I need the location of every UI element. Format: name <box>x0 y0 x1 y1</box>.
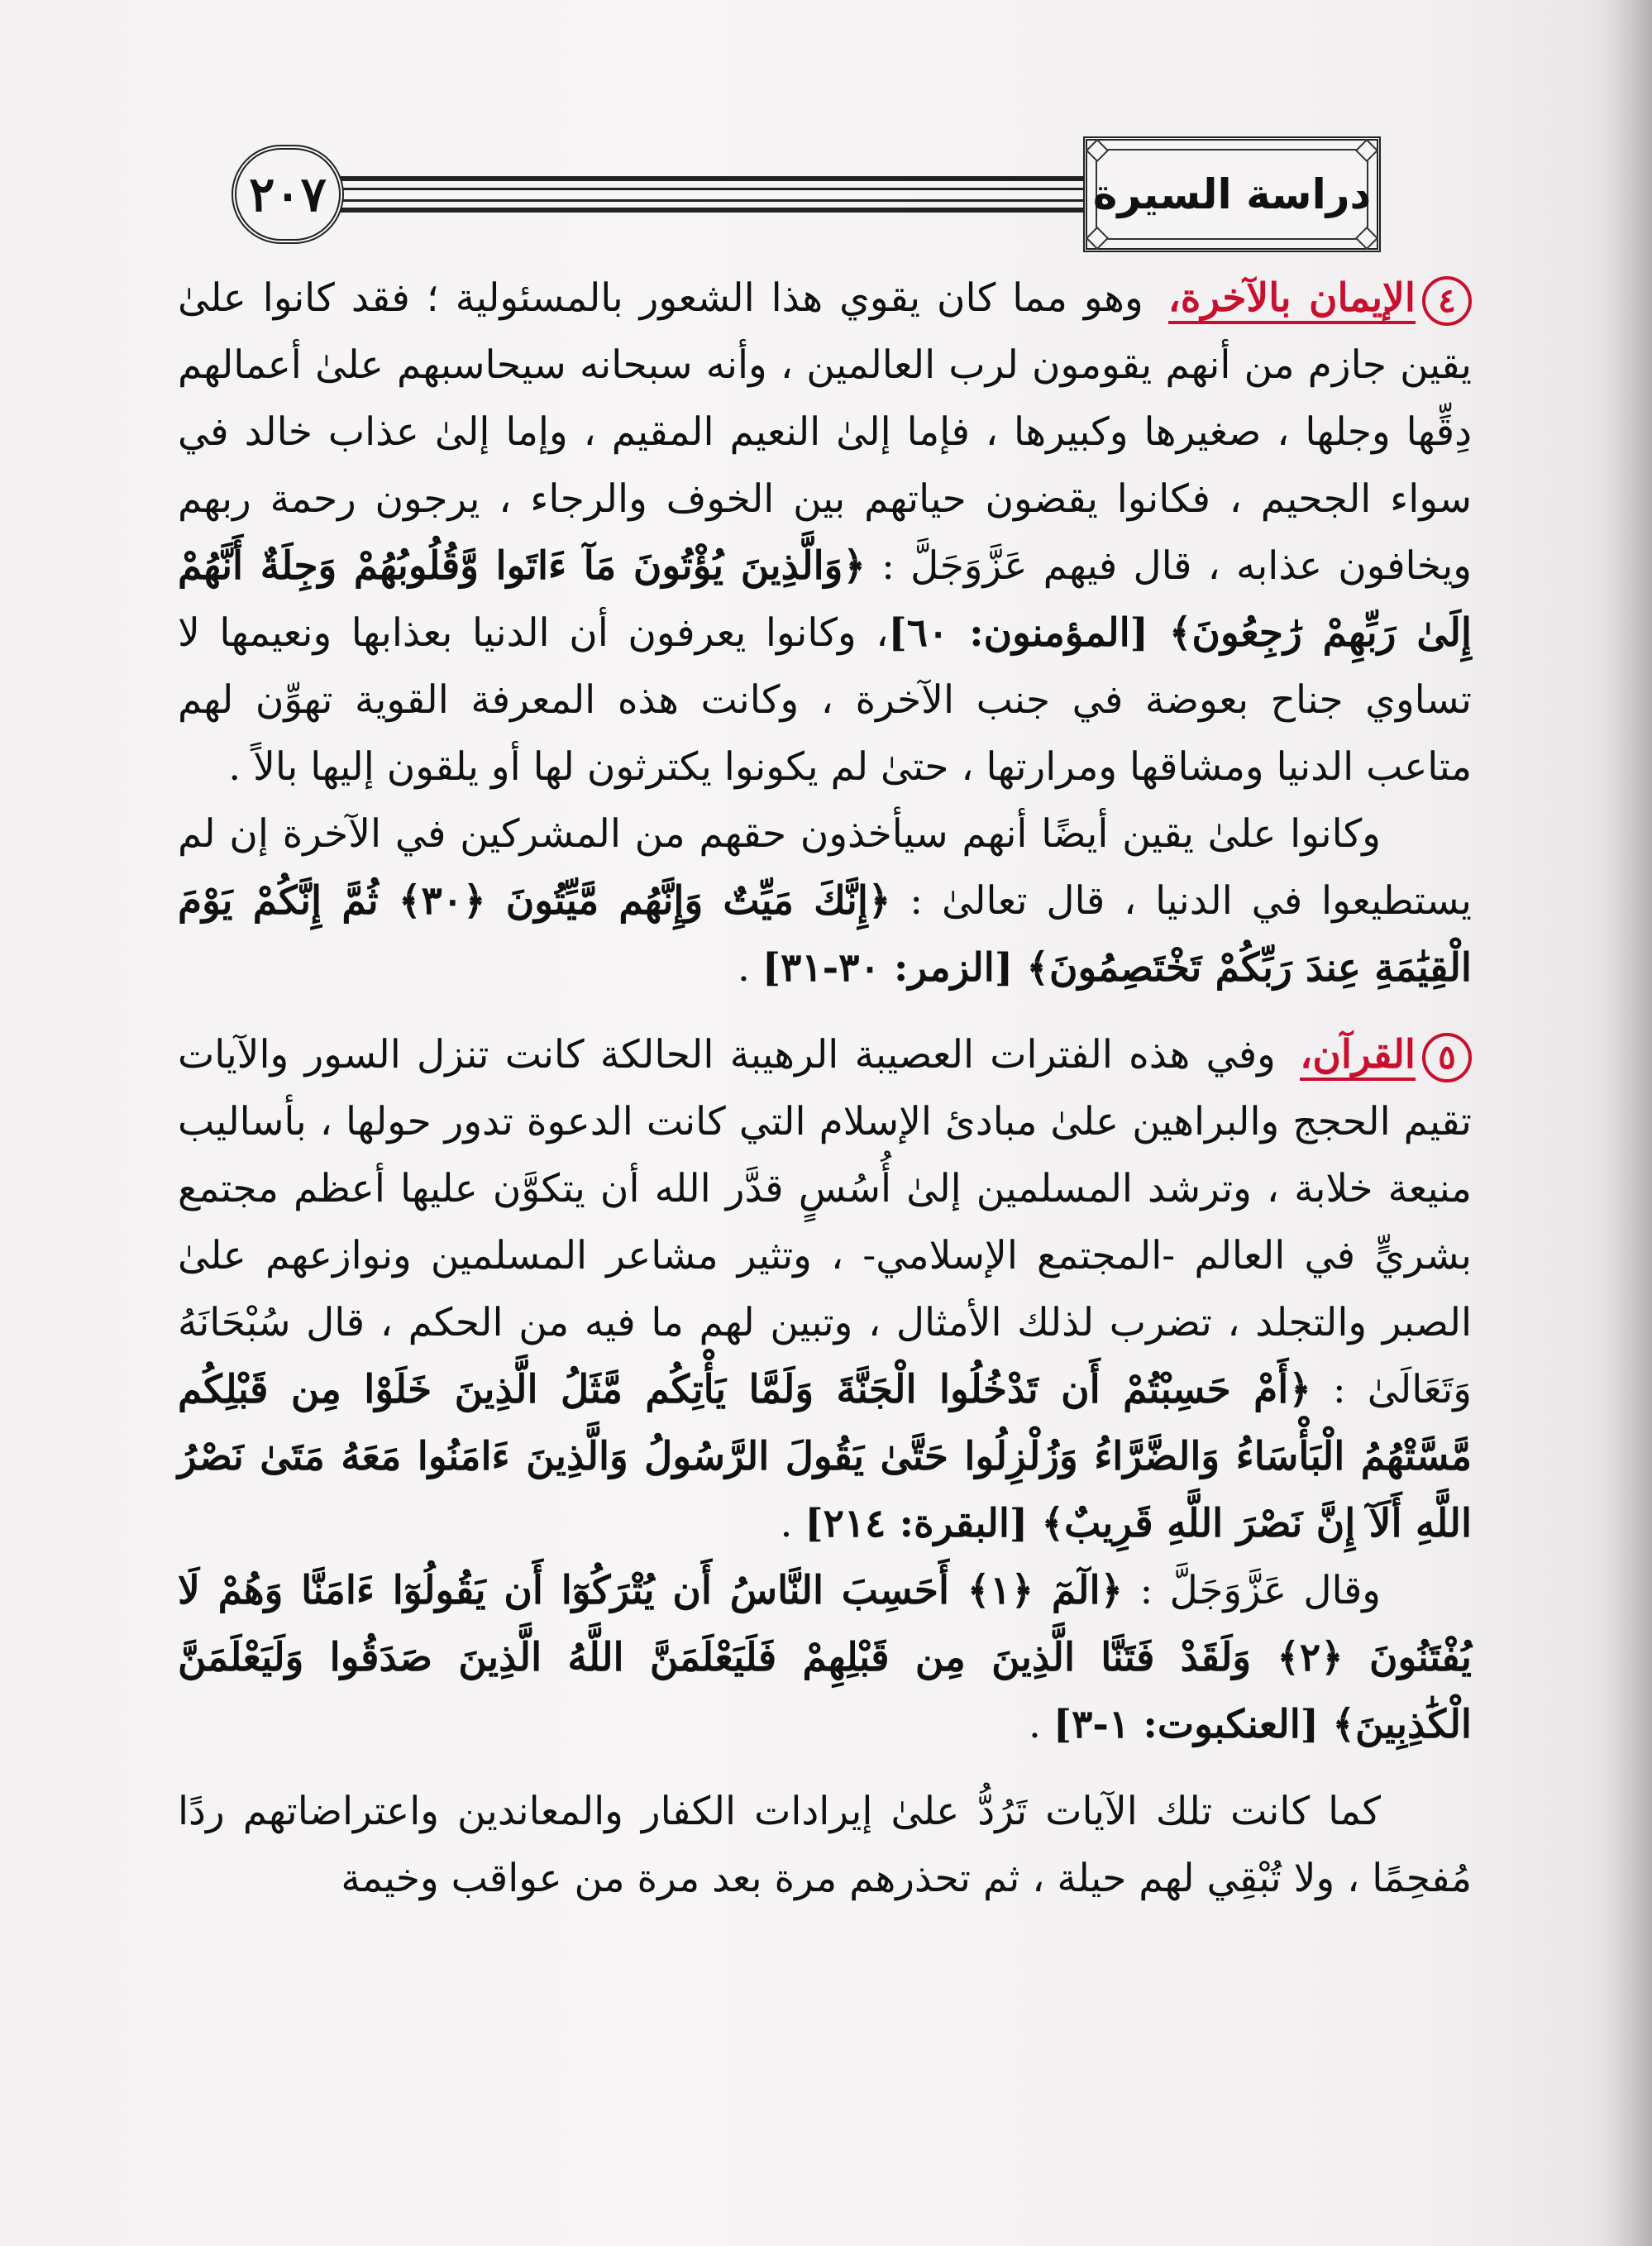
paragraph-2 <box>178 800 1472 1001</box>
paragraph-5 <box>178 1778 1472 1912</box>
body-text: وفي هذه الفترات العصيبة الرهيبة الحالكة كانت تنزل السور والآيات تقيم الحجج والبراهين علىٰ مبادئ الإسلام التي كانت الدعوة تدور حولها ، بأساليب منيعة خلابة ، وترشد المسلمين إلىٰ أُسُسٍ قدَّر الله أن يتكوَّن عليها أعظم مجتمع بشريٍّ في العالم -المجتمع الإسلامي- ، وتثير مشاعر المسلمين ونوازعهم علىٰ الصبر والتجلد ، تضرب لذلك الأمثال ، وتبين لهم ما فيه من الحكم ، قال سُبْحَانَهُ وَتَعَالَىٰ : <box>178 1032 1472 1412</box>
paragraph-4 <box>178 1557 1472 1758</box>
verse-citation: [العنكبوت: ١-٣] <box>1053 1702 1333 1747</box>
body-text: كما كانت تلك الآيات تَرُدُّ علىٰ إيرادات الكفار والمعاندين واعتراضاتهم ردًا مُفحِمًا ، ولا تُبْقِي لهم حيلة ، ثم تحذرهم مرة بعد مرة من عواقب وخيمة <box>178 1789 1472 1901</box>
page-body <box>178 265 1472 1912</box>
book-title: دراسة السيرة <box>1092 170 1372 218</box>
section-number-badge: ٤ <box>1422 276 1472 326</box>
section-heading: القرآن، <box>1300 1032 1416 1081</box>
verse-citation: [المؤمنون: ٦٠] <box>888 610 1169 656</box>
page-binding-shadow <box>1602 0 1652 2246</box>
page-number: ٢٠٧ <box>232 145 344 244</box>
section-heading: الإيمان بالآخرة، <box>1168 275 1416 324</box>
section-4-paragraph <box>178 265 1472 800</box>
body-text: . <box>780 1501 805 1546</box>
body-text: ، وكانوا يعرفون أن الدنيا بعذابها ونعيمها لا تساوي جناح بعوضة في جنب الآخرة ، وكانت هذه المعرفة القوية تهوِّن لهم متاعب الدنيا ومشاقها ومرارتها ، حتىٰ لم يكونوا يكترثون لها أو يلقون إليها بالاً . <box>178 610 1472 790</box>
body-text: وقال عَزَّوَجَلَّ : <box>1123 1568 1381 1613</box>
body-text: . <box>738 945 762 991</box>
body-text: وهو مما كان يقوي هذا الشعور بالمسئولية ؛ فقد كانوا علىٰ يقين جازم من أنهم يقومون لرب العالمين ، وأنه سبحانه سيحاسبهم علىٰ أعمالهم دِقِّها وجلها ، صغيرها وكبيرها ، فإما إلىٰ النعيم المقيم ، وإما إلىٰ عذاب خالد في سواء الجحيم ، فكانوا يقضون حياتهم بين الخوف والرجاء ، يرجون رحمة ربهم ويخافون عذابه ، قال فيهم عَزَّوَجَلَّ : <box>178 275 1472 589</box>
body-text: . <box>1029 1702 1053 1747</box>
section-number-badge: ٥ <box>1422 1033 1472 1082</box>
verse-citation: [الزمر: ٣٠-٣١] <box>762 945 1027 991</box>
quran-verse: ﴿أَمْ حَسِبْتُمْ أَن تَدْخُلُوا الْجَنَّةَ وَلَمَّا يَأْتِكُم مَّثَلُ الَّذِينَ خَلَوْا مِن قَبْلِكُم مَّسَّتْهُمُ الْبَأْسَاءُ وَالضَّرَّاءُ وَزُلْزِلُوا حَتَّىٰ يَقُولَ الرَّسُولُ وَالَّذِينَ ءَامَنُوا مَعَهُ مَتَىٰ نَصْرُ اللَّهِ أَلَآ إِنَّ نَصْرَ اللَّهِ قَرِيبٌ﴾ <box>178 1367 1472 1546</box>
quran-verse: ﴿وَالَّذِينَ يُؤْتُونَ مَآ ءَاتَوا وَّقُلُوبُهُمْ وَجِلَةٌ أَنَّهُمْ إِلَىٰ رَبِّهِمْ رَٰجِعُونَ﴾ <box>178 543 1472 656</box>
quran-verse: ﴿الٓمٓ ﴿١﴾ أَحَسِبَ النَّاسُ أَن يُتْرَكُوٓا أَن يَقُولُوٓا ءَامَنَّا وَهُمْ لَا يُفْتَنُونَ ﴿٢﴾ وَلَقَدْ فَتَنَّا الَّذِينَ مِن قَبْلِهِمْ فَلَيَعْلَمَنَّ اللَّهُ الَّذِينَ صَدَقُوا وَلَيَعْلَمَنَّ الْكَٰذِبِينَ﴾ <box>178 1568 1472 1747</box>
header-rule-lines <box>339 176 1091 217</box>
section-5-paragraph <box>178 1021 1472 1557</box>
body-text: وكانوا علىٰ يقين أيضًا أنهم سيأخذون حقهم من المشركين في الآخرة إن لم يستطيعوا في الدنيا ، قال تعالىٰ : <box>178 811 1473 924</box>
page-header <box>223 136 1381 260</box>
verse-citation: [البقرة: ٢١٤] <box>805 1501 1042 1546</box>
quran-verse: ﴿إِنَّكَ مَيِّتٌ وَإِنَّهُم مَّيِّتُونَ ﴿٣٠﴾ ثُمَّ إِنَّكُمْ يَوْمَ الْقِيَٰمَةِ عِندَ رَبِّكُمْ تَخْتَصِمُونَ﴾ <box>178 878 1472 991</box>
book-title-frame <box>1083 136 1381 252</box>
